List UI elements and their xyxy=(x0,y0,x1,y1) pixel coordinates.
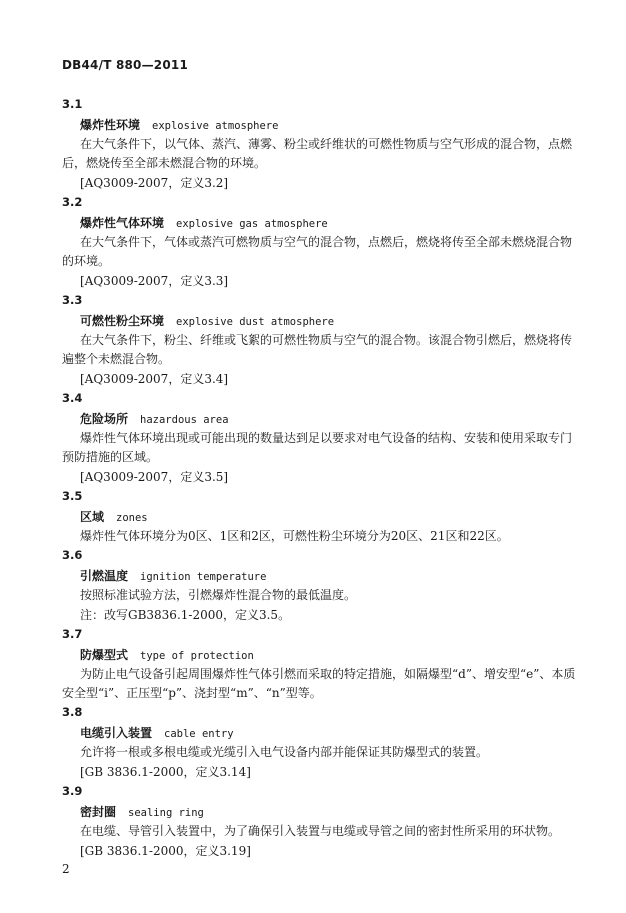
term-entry xyxy=(62,291,582,389)
term-title-en: explosive dust atmosphere xyxy=(176,316,335,328)
term-title-en: explosive atmosphere xyxy=(152,120,279,132)
term-title-en: type of protection xyxy=(140,650,254,662)
term-title xyxy=(62,407,582,429)
term-title xyxy=(62,800,582,822)
term-title xyxy=(62,113,582,135)
term-definition: 在电缆、导管引入装置中，为了确保引入装置与电缆或导管之间的密封性所采用的环状物。 xyxy=(80,824,561,838)
term-entry xyxy=(62,487,582,546)
term-title-zh: 电缆引入装置 xyxy=(80,726,153,740)
term-note: 注：改写GB3836.1-2000，定义3.5。 xyxy=(80,608,291,622)
term-number: 3.3 xyxy=(62,293,83,307)
term-title-zh: 可燃性粉尘环境 xyxy=(80,314,165,328)
term-title-en: explosive gas atmosphere xyxy=(176,218,328,230)
term-definition: 允许将一根或多根电缆或光缆引入电气设备内部并能保证其防爆型式的装置。 xyxy=(80,745,489,759)
term-definition: 为防止电气设备引起周围爆炸性气体引燃而采取的特定措施，如隔爆型“d”、增安型“e”、本质安全型“i”、正压型“p”、浇封型“m”、“n”型等。 xyxy=(62,667,576,700)
term-title-zh: 爆炸性气体环境 xyxy=(80,216,165,230)
term-definition: 爆炸性气体环境分为0区、1区和2区，可燃性粉尘环境分为20区、21区和22区。 xyxy=(80,529,509,543)
terms-section xyxy=(62,95,582,861)
term-title xyxy=(62,309,582,331)
term-source-note: [AQ3009-2007，定义3.3] xyxy=(80,274,229,288)
term-title-zh: 密封圈 xyxy=(80,805,117,819)
term-number: 3.9 xyxy=(62,784,83,798)
term-definition: 按照标准试验方法，引燃爆炸性混合物的最低温度。 xyxy=(80,588,357,602)
term-entry xyxy=(62,703,582,782)
term-number: 3.5 xyxy=(62,489,83,503)
term-number: 3.6 xyxy=(62,548,83,562)
term-number: 3.1 xyxy=(62,97,83,111)
term-number: 3.8 xyxy=(62,705,83,719)
term-definition: 爆炸性气体环境出现或可能出现的数量达到足以要求对电气设备的结构、安装和使用采取专门预防措施的区域。 xyxy=(62,431,573,464)
term-source-note: [AQ3009-2007，定义3.5] xyxy=(80,470,229,484)
term-number: 3.4 xyxy=(62,391,83,405)
term-title xyxy=(62,505,582,527)
term-entry xyxy=(62,546,582,625)
term-title-zh: 引燃温度 xyxy=(80,569,129,583)
term-title xyxy=(62,211,582,233)
term-entry xyxy=(62,625,582,703)
term-definition: 在大气条件下，以气体、蒸汽、薄雾、粉尘或纤维状的可燃性物质与空气形成的混合物，点燃后，燃烧传至全部未燃混合物的环境。 xyxy=(62,137,573,170)
term-entry xyxy=(62,95,582,193)
term-entry xyxy=(62,389,582,487)
term-title-en: cable entry xyxy=(164,728,234,740)
page-number: 2 xyxy=(62,862,70,876)
term-title-zh: 区域 xyxy=(80,510,105,524)
standard-code-header: DB44/T 880—2011 xyxy=(62,58,188,72)
term-title-zh: 防爆型式 xyxy=(80,648,129,662)
term-title-en: sealing ring xyxy=(128,807,204,819)
term-definition: 在大气条件下，粉尘、纤维或飞絮的可燃性物质与空气的混合物。该混合物引燃后，燃烧将传遍整个未燃混合物。 xyxy=(62,333,573,366)
term-title xyxy=(62,643,582,665)
term-source-note: [GB 3836.1-2000，定义3.14] xyxy=(80,765,251,779)
term-source-note: [GB 3836.1-2000，定义3.19] xyxy=(80,844,251,858)
term-number: 3.7 xyxy=(62,627,83,641)
term-title xyxy=(62,564,582,586)
term-definition: 在大气条件下，气体或蒸汽可燃物质与空气的混合物，点燃后，燃烧将传至全部未燃烧混合物的环境。 xyxy=(62,235,573,268)
term-number: 3.2 xyxy=(62,195,83,209)
term-source-note: [AQ3009-2007，定义3.4] xyxy=(80,372,229,386)
term-title xyxy=(62,721,582,743)
term-entry xyxy=(62,193,582,291)
term-title-zh: 爆炸性环境 xyxy=(80,118,141,132)
term-source-note: [AQ3009-2007，定义3.2] xyxy=(80,176,229,190)
term-title-en: zones xyxy=(116,512,148,524)
term-title-zh: 危险场所 xyxy=(80,412,129,426)
term-entry xyxy=(62,782,582,861)
term-title-en: hazardous area xyxy=(140,414,229,426)
term-title-en: ignition temperature xyxy=(140,571,267,583)
